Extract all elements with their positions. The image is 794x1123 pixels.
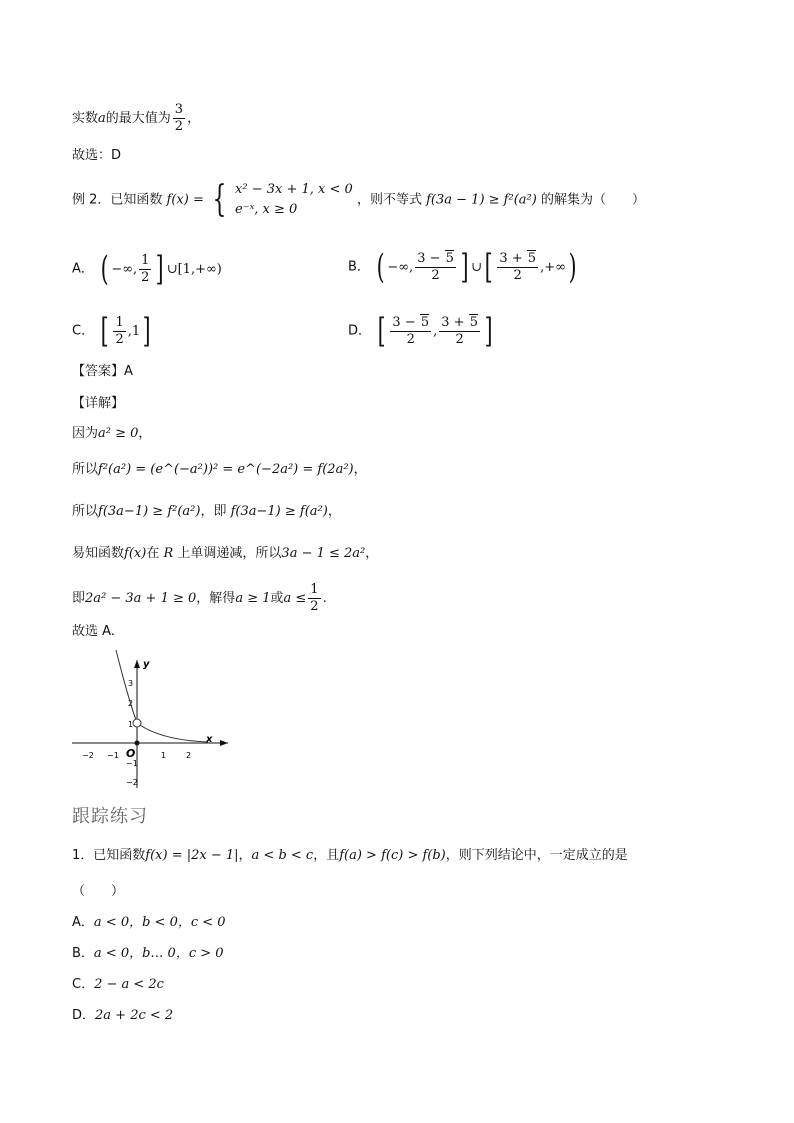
y-tick-label: 2 xyxy=(128,699,134,708)
step-5: 即2a² − 3a + 1 ≥ 0，解得a ≥ 1或a ≤ $\frac{1}{2}$ . xyxy=(72,582,327,614)
option-d: D． [ $\frac{3 - 5}{2}$ , $\frac{3 + 5}{2}$ ] xyxy=(348,314,495,348)
option-b: B． ( −∞, $\frac{3 - 5}{2}$ ] ∪[ $\frac{3 + 5}{2}$ ,+∞) xyxy=(348,250,579,284)
origin-point-icon xyxy=(135,741,140,746)
piecewise: x² − 3x + 1, x < 0 e⁻ˣ, x ≥ 0 xyxy=(235,182,353,217)
section-heading: 跟踪练习 xyxy=(72,806,148,827)
option-c-math: [ $\frac{1}{2}$ ,1] xyxy=(100,311,151,351)
brace-icon: { xyxy=(212,179,227,220)
question-paren: （ ） xyxy=(72,884,125,899)
step-3: 所以f(3a−1) ≥ f²(a²)，即 f(3a−1) ≥ f(a²)， xyxy=(72,504,341,519)
x-tick-label: −1 xyxy=(107,751,119,760)
practice-option-a: A．a < 0，b < 0，c < 0 xyxy=(72,915,226,930)
practice-question-1: 1．已知函数f(x) = |2x − 1|，a < b < c，且f(a) > f(c) > f(b)，则下列结论中，一定成立的是 xyxy=(72,848,628,863)
step-4: 易知函数f(x)在 R 上单调递减，所以3a − 1 ≤ 2a²， xyxy=(72,546,379,561)
option-a: A． ( −∞, $\frac{1}{2}$ ] ∪[1,+∞) xyxy=(72,249,222,289)
y-tick-label: 1 xyxy=(128,720,134,729)
max-value-line: 实数a的最大值为 $\frac{3}{2}$ ， xyxy=(72,102,201,134)
detail-heading: 【详解】 xyxy=(72,396,125,411)
step-1: 因为a² ≥ 0， xyxy=(72,426,152,441)
practice-option-d: D．2a + 2c < 2 xyxy=(72,1008,174,1023)
example-2-question: 例 2．已知函数 f(x) = { x² − 3x + 1, x < 0 e⁻ˣ, x ≥ 0 ，则不等式 f(3a − 1) ≥ f²(a²) 的解集为（ ） xyxy=(72,179,645,220)
y-tick-label: 3 xyxy=(128,679,134,688)
x-axis-label: x xyxy=(206,734,213,745)
x-tick-label: 2 xyxy=(186,751,192,760)
option-c: C． [ $\frac{1}{2}$ ,1] xyxy=(72,314,153,348)
exponential-branch xyxy=(137,723,208,742)
step-2: 所以f²(a²) = (e^(−a²))² = e^(−2a²) = f(2a²)， xyxy=(72,462,367,477)
answer-line: 【答案】A xyxy=(72,364,133,379)
choice-line: 故选：D xyxy=(72,148,122,163)
x-tick-label: 1 xyxy=(161,751,167,760)
x-tick-label: −2 xyxy=(82,751,94,760)
practice-option-c: C．2 − a < 2c xyxy=(72,977,164,992)
x-arrow-icon xyxy=(220,740,228,746)
option-b-math: ( −∞, $\frac{3 - 5}{2}$ ] ∪[ $\frac{3 + 5}{2}$ ,+∞) xyxy=(376,247,577,287)
parabola-branch xyxy=(116,650,137,723)
practice-option-b: B．a < 0，b… 0，c > 0 xyxy=(72,946,224,961)
open-point-icon xyxy=(133,719,141,727)
fraction: $\frac{3}{2}$ xyxy=(174,102,184,134)
function-graph xyxy=(70,648,234,790)
y-axis-label: y xyxy=(143,659,150,670)
option-a-math: ( −∞, $\frac{1}{2}$ ] ∪[1,+∞) xyxy=(100,249,222,289)
y-tick-label: −1 xyxy=(126,759,138,768)
option-d-math: [ $\frac{3 - 5}{2}$ , $\frac{3 + 5}{2}$ ] xyxy=(377,311,493,351)
origin-label: O xyxy=(126,747,136,760)
y-arrow-icon xyxy=(134,660,140,668)
y-tick-label: −2 xyxy=(126,778,138,787)
step-6: 故选 A. xyxy=(72,624,115,639)
